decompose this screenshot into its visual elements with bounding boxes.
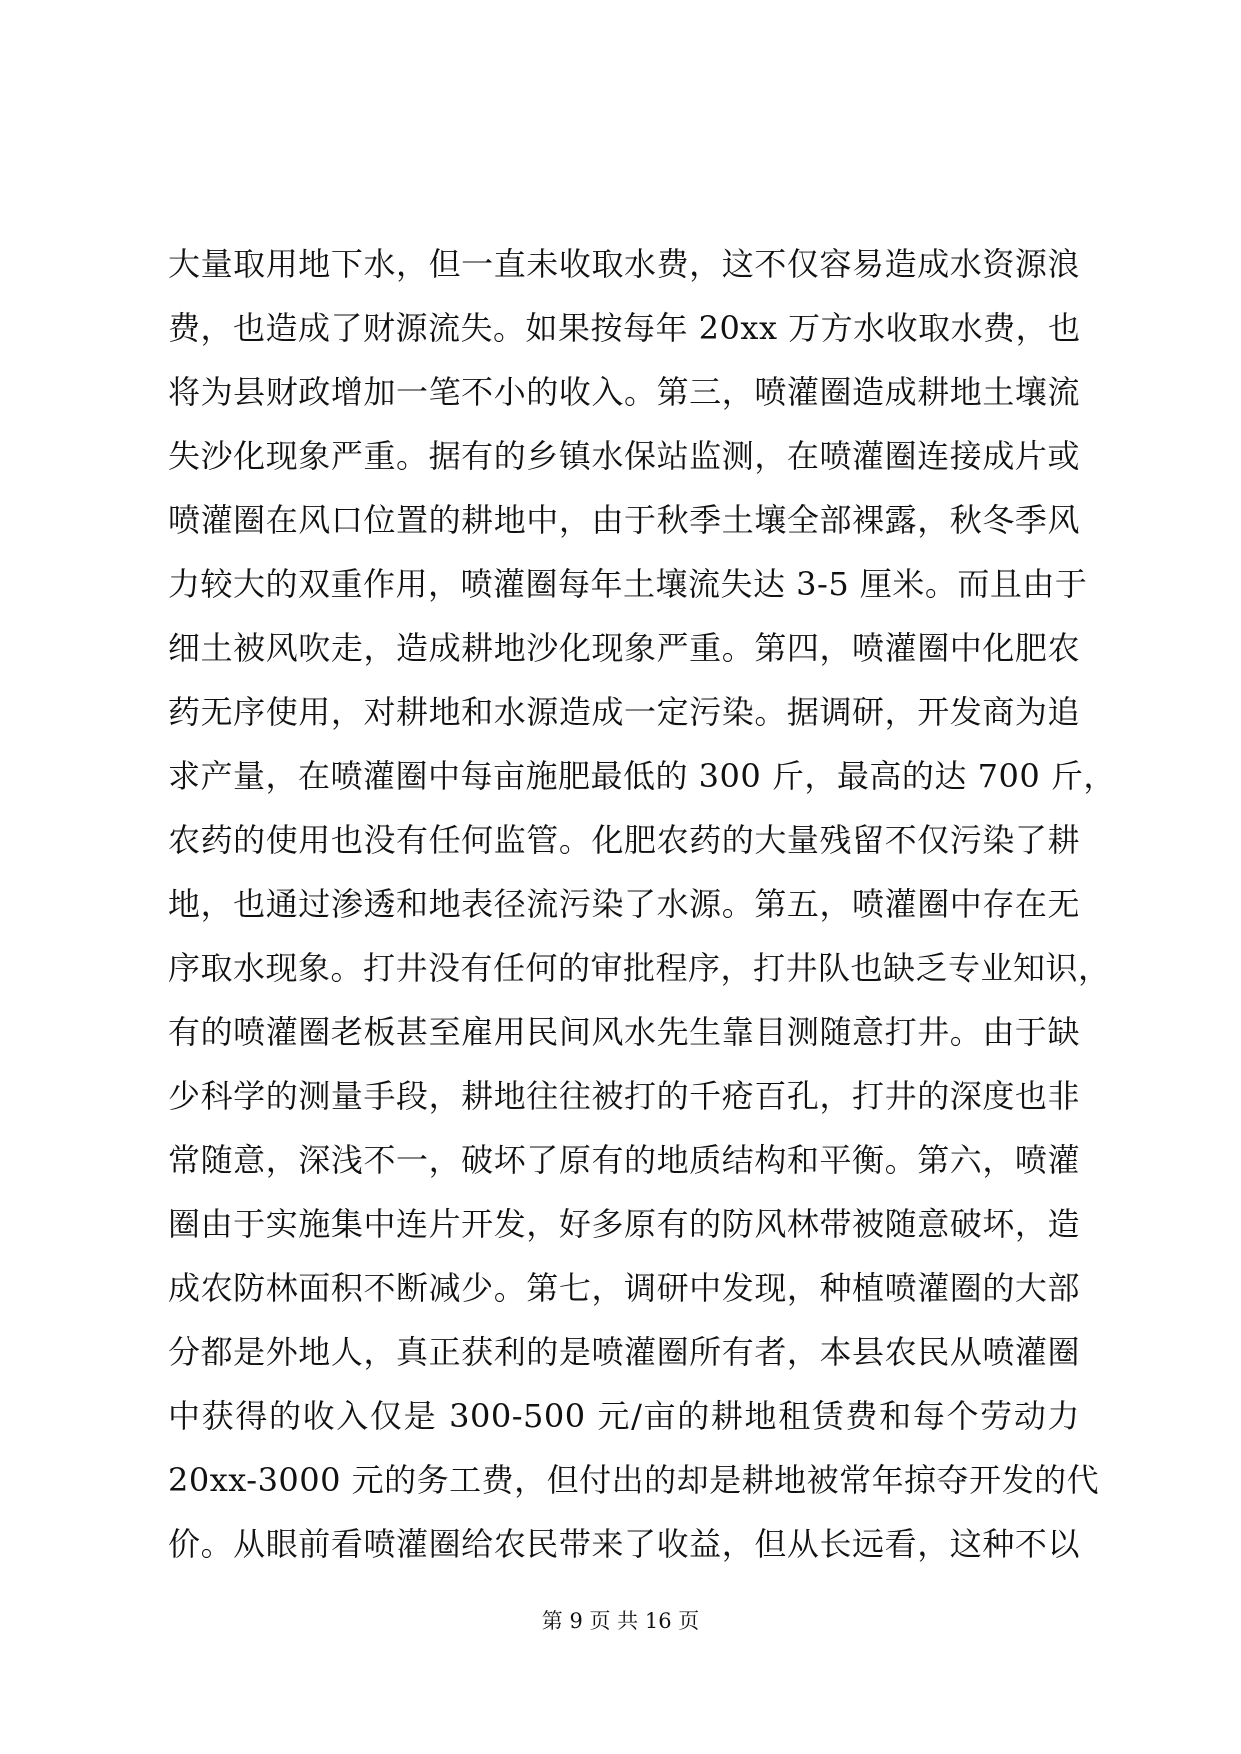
text-line: 有的喷灌圈老板甚至雇用民间风水先生靠目测随意打井。由于缺 xyxy=(168,1013,1080,1051)
text-line: 少科学的测量手段，耕地往往被打的千疮百孔，打井的深度也非 xyxy=(168,1077,1080,1115)
text-line: 细土被风吹走，造成耕地沙化现象严重。第四，喷灌圈中化肥农 xyxy=(168,629,1080,667)
text-line: 分都是外地人，真正获利的是喷灌圈所有者，本县农民从喷灌圈 xyxy=(168,1333,1080,1371)
text-line: 20xx-3000 元的务工费，但付出的却是耕地被常年掠夺开发的代 xyxy=(168,1461,1100,1499)
text-line: 力较大的双重作用，喷灌圈每年土壤流失达 3-5 厘米。而且由于 xyxy=(168,565,1088,603)
text-line: 常随意，深浅不一，破坏了原有的地质结构和平衡。第六，喷灌 xyxy=(168,1141,1080,1179)
text-line: 大量取用地下水，但一直未收取水费，这不仅容易造成水资源浪 xyxy=(168,245,1080,283)
body-text xyxy=(168,232,1116,1576)
text-line: 将为县财政增加一笔不小的收入。第三，喷灌圈造成耕地土壤流 xyxy=(168,373,1080,411)
text-line: 成农防林面积不断减少。第七，调研中发现，种植喷灌圈的大部 xyxy=(168,1269,1080,1307)
text-line: 费，也造成了财源流失。如果按每年 20xx 万方水收取水费，也 xyxy=(168,309,1081,347)
page-footer: 第 9 页 共 16 页 xyxy=(541,1609,700,1633)
text-line: 求产量，在喷灌圈中每亩施肥最低的 300 斤，最高的达 700 斤， xyxy=(168,757,1116,795)
text-line: 喷灌圈在风口位置的耕地中，由于秋季土壤全部裸露，秋冬季风 xyxy=(168,501,1080,539)
text-line: 地，也通过渗透和地表径流污染了水源。第五，喷灌圈中存在无 xyxy=(168,885,1080,923)
text-line: 药无序使用，对耕地和水源造成一定污染。据调研，开发商为追 xyxy=(168,693,1080,731)
text-line: 圈由于实施集中连片开发，好多原有的防风林带被随意破坏，造 xyxy=(168,1205,1080,1243)
text-line: 序取水现象。打井没有任何的审批程序，打井队也缺乏专业知识， xyxy=(168,949,1111,987)
text-line: 失沙化现象严重。据有的乡镇水保站监测，在喷灌圈连接成片或 xyxy=(168,437,1080,475)
text-line: 农药的使用也没有任何监管。化肥农药的大量残留不仅污染了耕 xyxy=(168,821,1080,859)
text-line: 价。从眼前看喷灌圈给农民带来了收益，但从长远看，这种不以 xyxy=(168,1525,1080,1563)
text-line: 中获得的收入仅是 300-500 元/亩的耕地租赁费和每个劳动力 xyxy=(168,1397,1080,1435)
